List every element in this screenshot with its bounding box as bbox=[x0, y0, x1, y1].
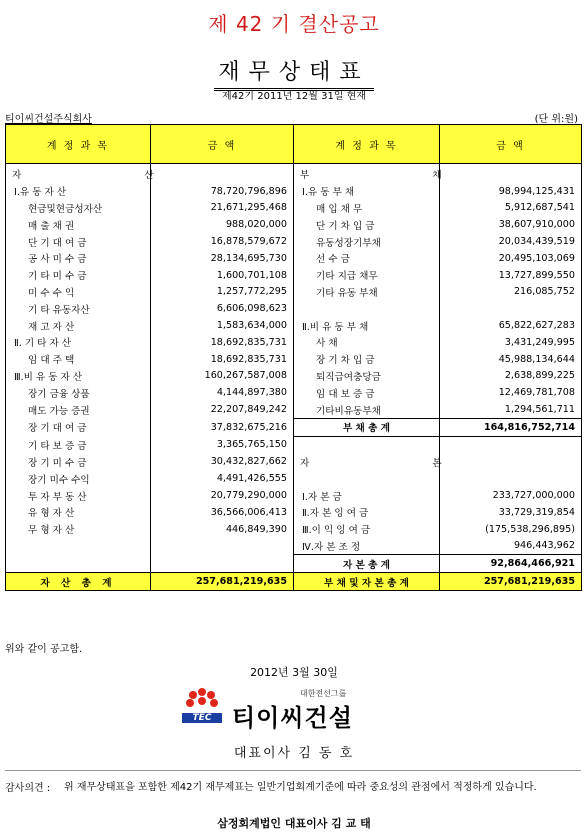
left-account: 임 대 주 택 bbox=[6, 351, 151, 368]
table-row bbox=[6, 164, 582, 183]
company-logo bbox=[182, 686, 412, 732]
right-amount: 98,994,125,431 bbox=[440, 183, 582, 200]
left-account: 기 타 미 수 금 bbox=[6, 267, 151, 284]
left-account: 기 타 보 증 금 bbox=[6, 436, 151, 453]
audit-opinion-text: 위 재무상태표을 포함한 제42기 재무제표는 일반기업회계기준에 따라 중요성의 관점에서 적정하게 있습니다. bbox=[64, 782, 537, 793]
right-amount bbox=[440, 300, 582, 317]
right-account: Ⅱ.자 본 잉 여 금 bbox=[294, 504, 440, 521]
right-amount: 12,469,781,708 bbox=[440, 384, 582, 401]
left-amount: 18,692,835,731 bbox=[151, 351, 294, 368]
assets-total-amount: 257,681,219,635 bbox=[151, 573, 294, 591]
left-amount: 160,267,587,008 bbox=[151, 368, 294, 385]
left-account: 공 사 미 수 금 bbox=[6, 250, 151, 267]
logo-group-text: 대한전선그룹 bbox=[300, 689, 347, 698]
right-account: Ⅲ.이 익 잉 여 금 bbox=[294, 521, 440, 538]
right-account: Ⅰ.유 동 부 채 bbox=[294, 183, 440, 200]
left-account: 현금및현금성자산 bbox=[6, 200, 151, 217]
right-account bbox=[294, 300, 440, 317]
left-account: 장 기 대 여 금 bbox=[6, 418, 151, 436]
table-row bbox=[6, 284, 582, 301]
right-amount bbox=[440, 436, 582, 453]
left-amount: 16,878,579,672 bbox=[151, 233, 294, 250]
right-account: 자 본 총 계 bbox=[294, 555, 440, 573]
left-amount: 36,566,006,413 bbox=[151, 504, 294, 521]
right-account: 자 본 bbox=[294, 454, 440, 471]
right-account: 기타비유동부채 bbox=[294, 401, 440, 418]
right-account: 유동성장기부채 bbox=[294, 233, 440, 250]
right-amount: 1,294,561,711 bbox=[440, 401, 582, 418]
right-account: 부 채 bbox=[294, 164, 440, 183]
left-amount: 78,720,796,896 bbox=[151, 183, 294, 200]
grand-total-row bbox=[6, 573, 582, 591]
right-amount: 3,431,249,995 bbox=[440, 334, 582, 351]
table-row bbox=[6, 384, 582, 401]
table-header-row bbox=[6, 125, 582, 164]
table-row bbox=[6, 555, 582, 573]
header-account-right: 계 정 과 목 bbox=[294, 125, 440, 164]
right-account: 장 기 차 입 금 bbox=[294, 351, 440, 368]
balance-sheet-table bbox=[5, 124, 582, 591]
public-notice-note: 위와 같이 공고함. bbox=[5, 644, 83, 655]
ceo-name: 대표이사 김 동 호 bbox=[233, 746, 355, 761]
left-amount: 21,671,295,468 bbox=[151, 200, 294, 217]
left-account: 자 산 bbox=[6, 164, 151, 183]
left-amount: 30,432,827,662 bbox=[151, 454, 294, 471]
right-amount: 38,607,910,000 bbox=[440, 216, 582, 233]
table-row bbox=[6, 521, 582, 538]
left-amount: 1,257,772,295 bbox=[151, 284, 294, 301]
left-amount: 18,692,835,731 bbox=[151, 334, 294, 351]
header-amount-left: 금 액 bbox=[151, 125, 294, 164]
left-amount: 37,832,675,216 bbox=[151, 418, 294, 436]
right-amount: 45,988,134,644 bbox=[440, 351, 582, 368]
left-account: 기 타 유동자산 bbox=[6, 300, 151, 317]
right-amount: 20,495,103,069 bbox=[440, 250, 582, 267]
left-amount: 20,779,290,000 bbox=[151, 487, 294, 504]
right-account: 임 대 보 증 금 bbox=[294, 384, 440, 401]
left-account: 매도 가능 증권 bbox=[6, 401, 151, 418]
table-row bbox=[6, 216, 582, 233]
header-account-left: 계 정 과 목 bbox=[6, 125, 151, 164]
table-row bbox=[6, 267, 582, 284]
notice-date: 2012년 3월 30일 bbox=[250, 666, 338, 679]
left-amount: 1,600,701,108 bbox=[151, 267, 294, 284]
right-account: 퇴직급여충당금 bbox=[294, 368, 440, 385]
left-amount: 4,491,426,555 bbox=[151, 470, 294, 487]
notice-title: 제 42 기 결산공고 bbox=[208, 12, 380, 36]
left-account: 미 수 수 익 bbox=[6, 284, 151, 301]
divider-line bbox=[5, 770, 581, 771]
right-account: 선 수 금 bbox=[294, 250, 440, 267]
table-row bbox=[6, 436, 582, 453]
left-account: 무 형 자 산 bbox=[6, 521, 151, 538]
right-account: 단 기 차 입 금 bbox=[294, 216, 440, 233]
report-period: 제42기 2011년 12월 31일 현재 bbox=[222, 91, 366, 102]
left-amount: 3,365,765,150 bbox=[151, 436, 294, 453]
left-account: Ⅱ. 기 타 자 산 bbox=[6, 334, 151, 351]
right-amount: 164,816,752,714 bbox=[440, 418, 582, 436]
table-row bbox=[6, 233, 582, 250]
left-amount: 988,020,000 bbox=[151, 216, 294, 233]
right-amount: 5,912,687,541 bbox=[440, 200, 582, 217]
left-account: 매 출 채 권 bbox=[6, 216, 151, 233]
right-account: Ⅳ.자 본 조 정 bbox=[294, 538, 440, 555]
left-account: 투 자 부 동 산 bbox=[6, 487, 151, 504]
liab-equity-total-label: 부 채 및 자 본 총 계 bbox=[294, 573, 440, 591]
left-amount: 28,134,695,730 bbox=[151, 250, 294, 267]
left-amount: 22,207,849,242 bbox=[151, 401, 294, 418]
table-row bbox=[6, 250, 582, 267]
right-account bbox=[294, 470, 440, 487]
table-row bbox=[6, 351, 582, 368]
left-account: 재 고 자 산 bbox=[6, 317, 151, 334]
right-amount: 13,727,899,550 bbox=[440, 267, 582, 284]
left-account: 장기 금융 상품 bbox=[6, 384, 151, 401]
right-account: 부 채 총 계 bbox=[294, 418, 440, 436]
table-row bbox=[6, 334, 582, 351]
right-account: 기타 지급 채무 bbox=[294, 267, 440, 284]
left-amount: 1,583,634,000 bbox=[151, 317, 294, 334]
right-amount: 216,085,752 bbox=[440, 284, 582, 301]
right-amount: 20,034,439,519 bbox=[440, 233, 582, 250]
table-row bbox=[6, 487, 582, 504]
logo-company-name: 티이씨건설 bbox=[232, 704, 353, 732]
left-account bbox=[6, 538, 151, 555]
right-amount bbox=[440, 470, 582, 487]
header-amount-right: 금 액 bbox=[440, 125, 582, 164]
auditor-signature: 삼정회계법인 대표이사 김 교 태 bbox=[217, 817, 371, 830]
right-account: 매 입 채 무 bbox=[294, 200, 440, 217]
right-amount: 92,864,466,921 bbox=[440, 555, 582, 573]
liab-equity-total-amount: 257,681,219,635 bbox=[440, 573, 582, 591]
left-amount bbox=[151, 538, 294, 555]
left-account: 단 기 대 여 금 bbox=[6, 233, 151, 250]
table-row bbox=[6, 504, 582, 521]
right-amount: (175,538,296,895) bbox=[440, 521, 582, 538]
table-row bbox=[6, 317, 582, 334]
table-row bbox=[6, 300, 582, 317]
left-account bbox=[6, 555, 151, 573]
table-row bbox=[6, 368, 582, 385]
right-amount: 33,729,319,854 bbox=[440, 504, 582, 521]
table-row bbox=[6, 454, 582, 471]
report-title: 재무상태표 bbox=[214, 55, 374, 91]
right-amount: 65,822,627,283 bbox=[440, 317, 582, 334]
assets-total-label: 자 산 총 계 bbox=[6, 573, 151, 591]
audit-opinion-label: 감사의견 : bbox=[5, 783, 51, 794]
right-account: 기타 유동 부채 bbox=[294, 284, 440, 301]
right-amount: 2,638,899,225 bbox=[440, 368, 582, 385]
left-amount: 4,144,897,380 bbox=[151, 384, 294, 401]
table-row bbox=[6, 538, 582, 555]
table-row bbox=[6, 418, 582, 436]
right-account: 사 채 bbox=[294, 334, 440, 351]
left-account: 유 형 자 산 bbox=[6, 504, 151, 521]
left-amount: 446,849,390 bbox=[151, 521, 294, 538]
left-account: Ⅰ.유 동 자 산 bbox=[6, 183, 151, 200]
right-account: Ⅱ.비 유 동 부 채 bbox=[294, 317, 440, 334]
table-row bbox=[6, 401, 582, 418]
right-account: Ⅰ.자 본 금 bbox=[294, 487, 440, 504]
table-row bbox=[6, 470, 582, 487]
left-amount: 6,606,098,623 bbox=[151, 300, 294, 317]
table-row bbox=[6, 183, 582, 200]
unit-label: (단 위:원) bbox=[534, 114, 578, 125]
right-amount: 946,443,962 bbox=[440, 538, 582, 555]
logo-mark-text: TEC bbox=[182, 713, 222, 723]
left-account: 장기 미수 수익 bbox=[6, 470, 151, 487]
company-name: 티이씨건설주식회사 bbox=[5, 114, 92, 125]
table-row bbox=[6, 200, 582, 217]
right-amount: 233,727,000,000 bbox=[440, 487, 582, 504]
left-account: Ⅲ.비 유 동 자 산 bbox=[6, 368, 151, 385]
left-account: 장 기 미 수 금 bbox=[6, 454, 151, 471]
right-account bbox=[294, 436, 440, 453]
left-amount bbox=[151, 555, 294, 573]
